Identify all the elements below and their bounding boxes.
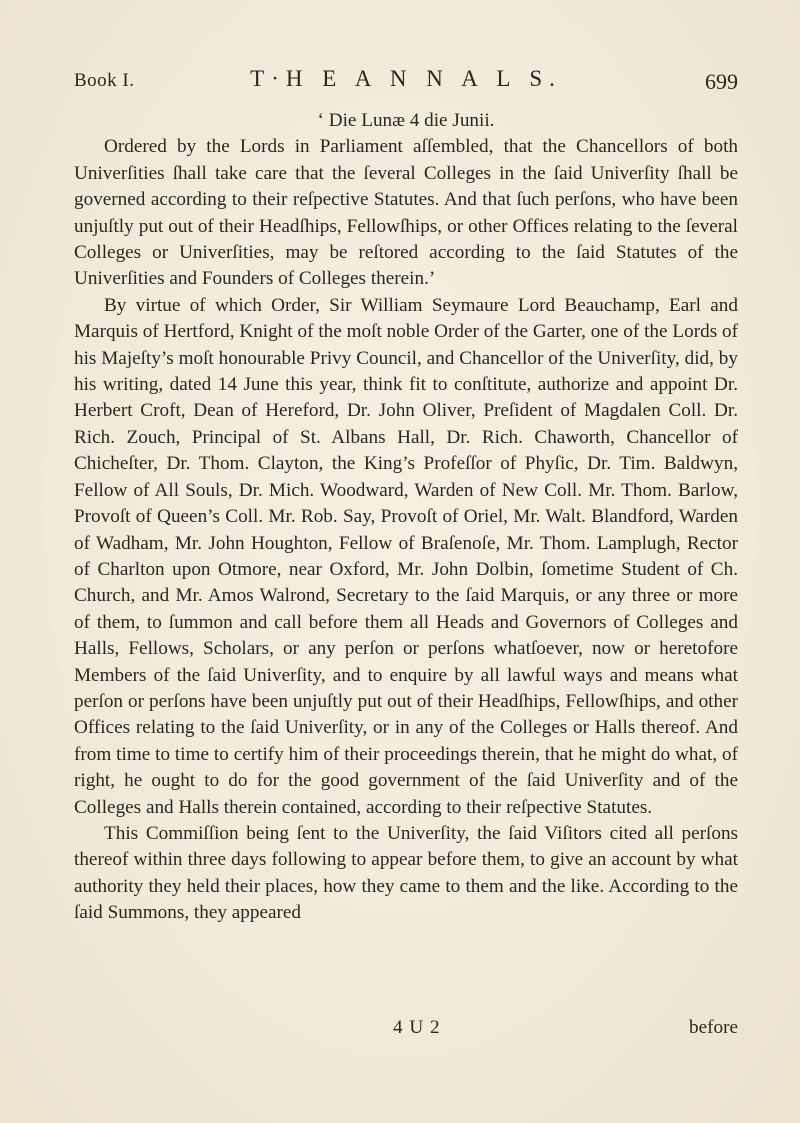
book-label: Book I.: [74, 70, 135, 91]
paragraph-order: Ordered by the Lords in Parliament aſſembled, that the Chancellors of both Univerſities ſhall take care that the ſeveral Colleges in the ſaid Univerſity ſhall be governed according to their reſpective Statutes. And that ſuch perſons, who have been unjuſtly put out of their Headſhips, Fellowſhips, or other Offices relating to the ſeveral Colleges or Univerſities, may be reſtored according to the ſaid Statutes of the Univerſities and Founders of Colleges therein.’: [74, 136, 738, 290]
body-text: [74, 108, 738, 927]
page-number: 699: [705, 69, 738, 94]
signature-mark: 4 U 2: [393, 1017, 441, 1038]
paragraph-commission: By virtue of which Order, Sir William Seymaure Lord Beauchamp, Earl and Marquis of Hertford, Knight of the moſt noble Order of the Garter, one of the Lords of his Majeſty’s moſt honourable Privy Council, and Chancellor of the Univerſity, did, by his writing, dated 14 June this year, think fit to conſtitute, authorize and appoint Dr. Herbert Croft, Dean of Hereford, Dr. John Oliver, Preſident of Magdalen Coll. Dr. Rich. Zouch, Principal of St. Albans Hall, Dr. Rich. Chaworth, Chancellor of Chicheſter, Dr. Thom. Clayton, the King’s Profeſſor of Phyſic, Dr. Tim. Baldwyn, Fellow of All Souls, Dr. Mich. Woodward, Warden of New Coll. Mr. Thom. Barlow, Provoſt of Queen’s Coll. Mr. Rob. Say, Provoſt of Oriel, Mr. Walt. Blandford, Warden of Wadham, Mr. John Houghton, Fellow of Braſenoſe, Mr. Thom. Lamplugh, Rector of Charlton upon Otmore, near Oxford, Mr. John Dolbin, ſometime Student of Ch. Church, and Mr. Amos Walrond, Secretary to the ſaid Marquis, or any three or more of them, to ſummon and call before them all Heads and Governors of Colleges and Halls, Fellows, Scholars, or any perſon or perſons whatſoever, now or heretofore Members of the ſaid Univerſity, and to enquire by all lawful ways and means what perſon or perſons have been unjuſtly put out of their Headſhips, Fellowſhips, and other Offices relating to the ſaid Univerſity, or in any of the Colleges or Halls thereof. And from time to time to certify him of their proceedings therein, that he might do what, of right, he ought to do for the good government of the ſaid Univerſity and of the Colleges and Halls therein contained, according to their reſpective Statutes.: [74, 294, 738, 818]
page-footer: [74, 1017, 738, 1047]
catchword: before: [689, 1017, 738, 1038]
running-head: [74, 66, 738, 96]
paragraph-visitors: This Commiſſion being ſent to the Univerſity, the ſaid Viſitors cited all perſons thereof within three days following to appear before them, to give an account by what authority they held their places, how they came to them and the like. According to the ſaid Summons, they appeared: [74, 822, 738, 924]
running-title: T·H E A N N A L S.: [250, 66, 562, 91]
order-heading: ‘ Die Lunæ 4 die Junii.: [317, 110, 495, 131]
